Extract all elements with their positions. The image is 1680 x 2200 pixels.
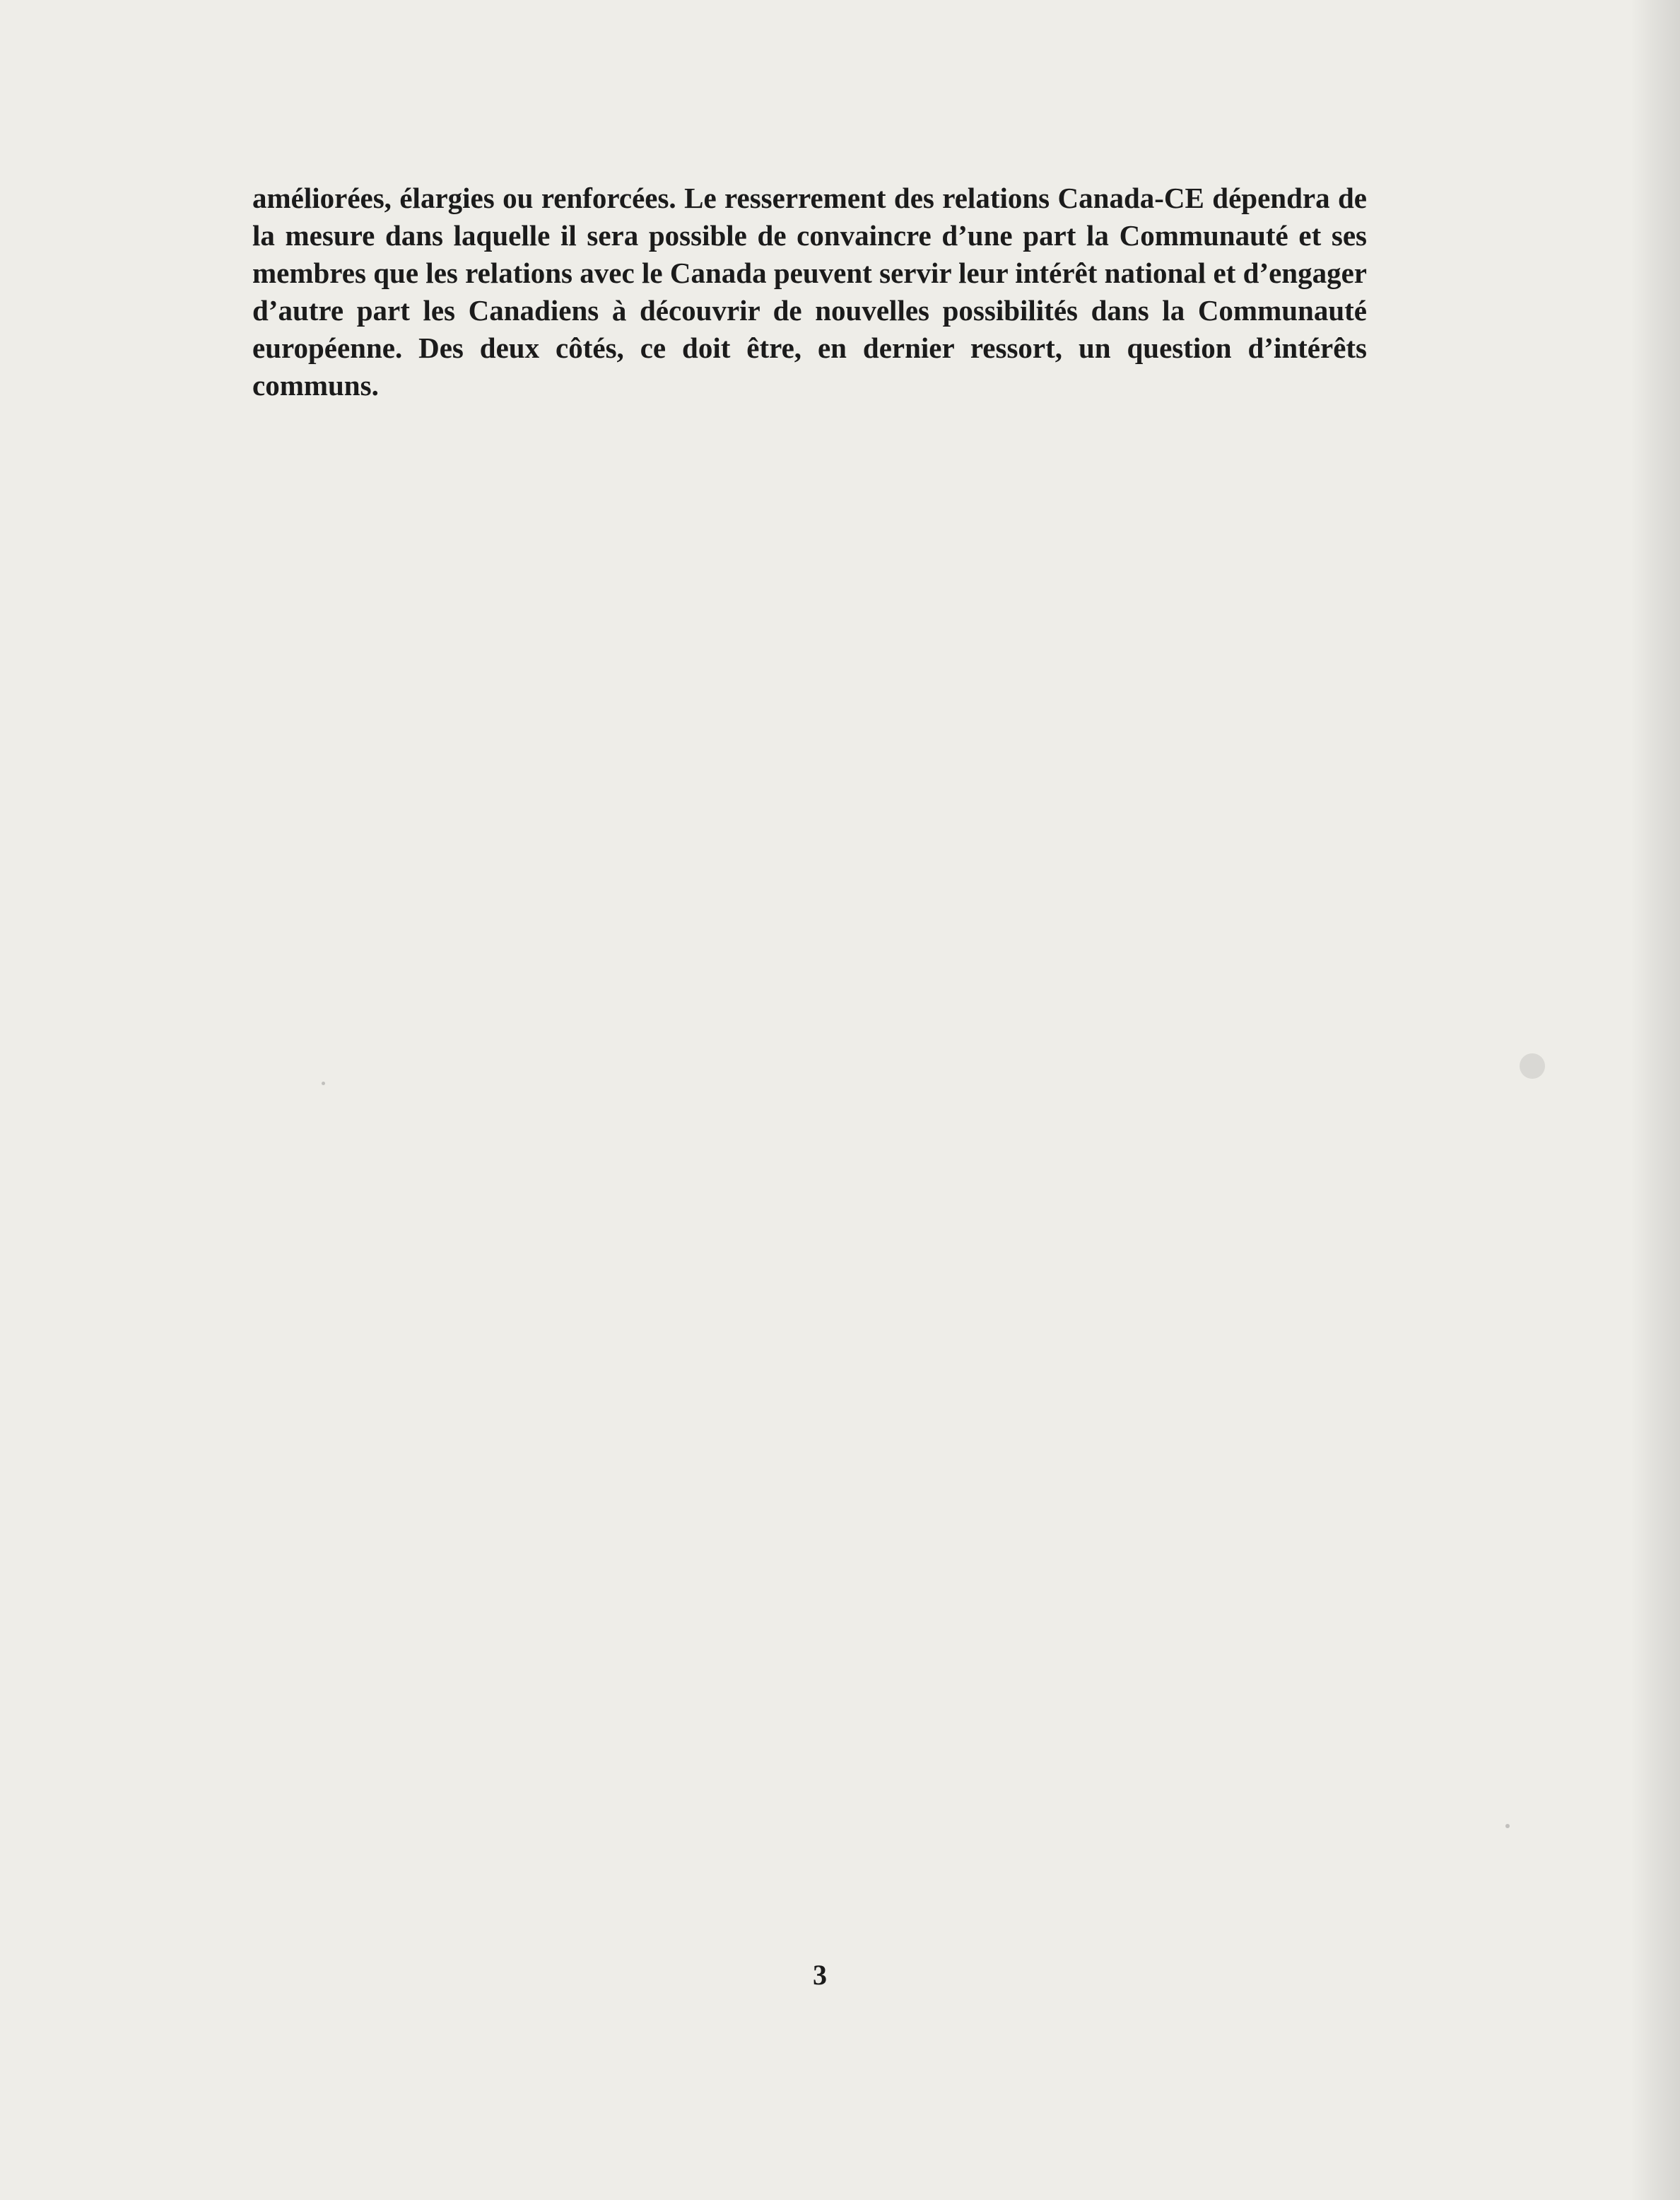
paper-speck (322, 1082, 325, 1085)
body-paragraph: améliorées, élargies ou renforcées. Le resserrement des relations Canada-CE dépendra de la mesure dans laquelle il sera possible de convaincre d’une part la Communauté et ses membres que les relations avec le Canada peuvent servir leur intérêt national et d’engager d’autre part les Canadiens à découvrir de nouvelles possibilités dans la Communauté européenne. Des deux côtés, ce doit être, en dernier ressort, un question d’intérêts communs. (252, 182, 1367, 402)
page-edge-shadow (1631, 0, 1680, 2200)
paper-speck (1505, 1824, 1510, 1828)
paper-speck (1520, 1053, 1545, 1079)
page-number: 3 (813, 1959, 827, 1991)
